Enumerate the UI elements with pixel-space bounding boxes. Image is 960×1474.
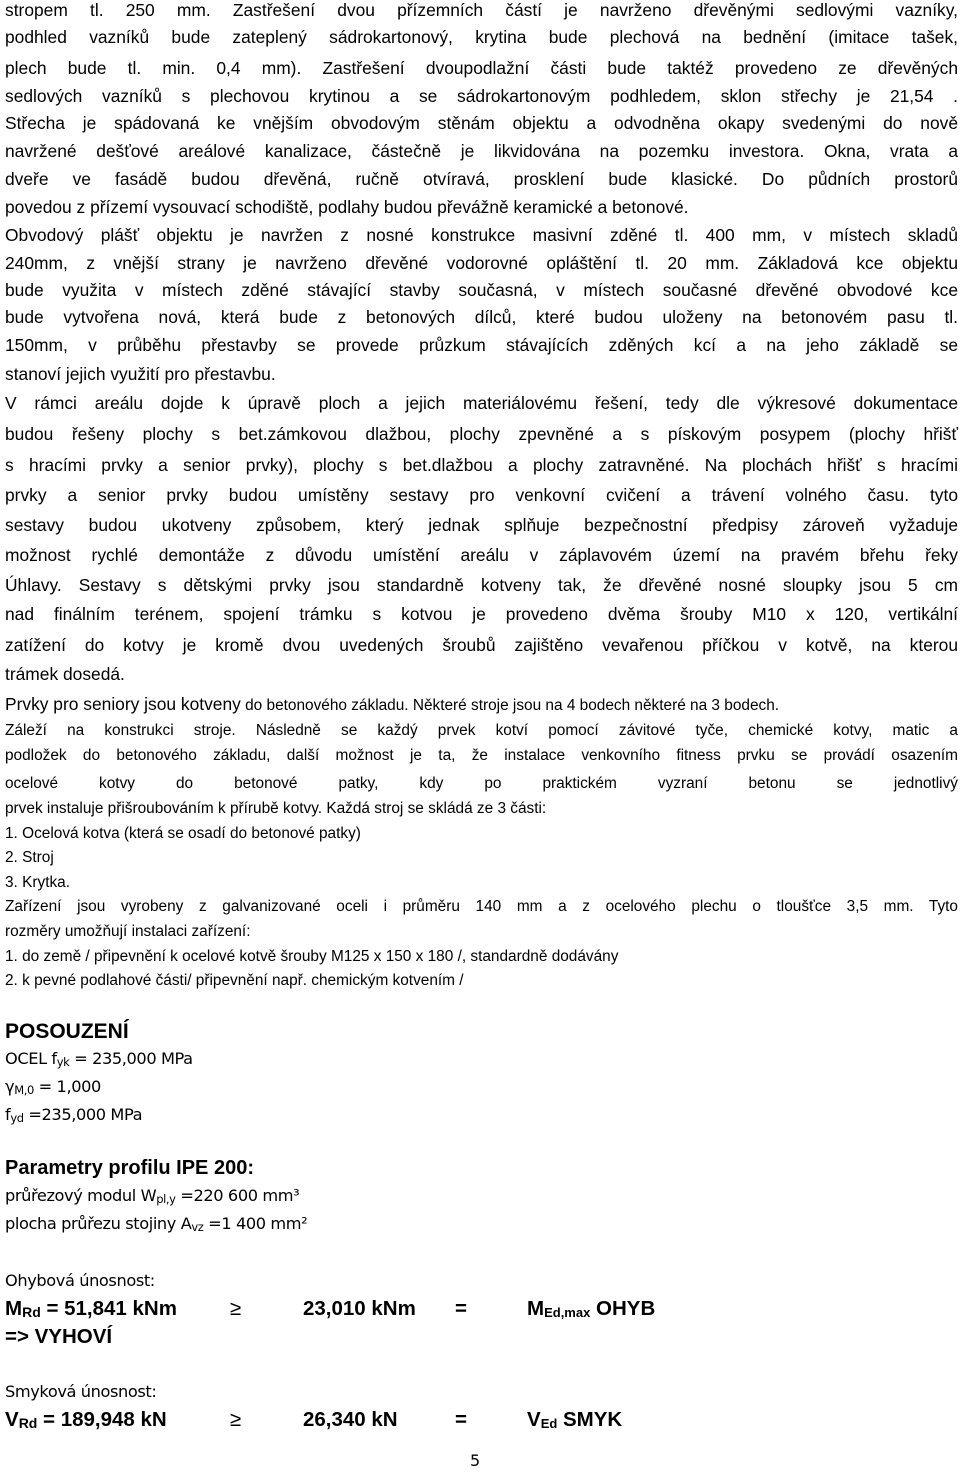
body-line: podhled vazníků bude zateplený sádrokartonový, krytina bude plechová na bednění (imitace tašek, bbox=[5, 27, 958, 47]
body-line: V rámci areálu dojde k úpravě ploch a jejich materiálovému řešení, tedy dle výkresové dokumentace bbox=[5, 393, 958, 413]
ocel-label: OCEL f bbox=[5, 1049, 57, 1068]
fyd-sub: yd bbox=[10, 1111, 24, 1125]
prvky-lead: Prvky pro seniory jsou kotveny bbox=[5, 694, 241, 714]
body-line: Obvodový plášť objektu je navržen z nosné konstrukce masivní zděné tl. 400 mm, v místech skladů bbox=[5, 225, 958, 245]
body-line: nad finálním terénem, spojení trámku s kotvou je provedeno dvěma šrouby M10 x 120, vertikální bbox=[5, 604, 958, 624]
body-line: s hracími prvky a senior prvky), plochy s bet.dlažbou a plochy zatravněné. Na plochách hřišť s hracími bbox=[5, 455, 958, 475]
small-line: Zařízení jsou vyrobeny z galvanizované oceli i průměru 140 mm a z ocelového plechu o tloušťce 3,5 mm. Tyto bbox=[5, 898, 958, 915]
small-line: Záleží na konstrukci stroje. Následně se každý prvek kotví pomocí závitové tyče, chemické kotvy, matic a bbox=[5, 722, 958, 739]
body-line: navržené dešťové areálové kanalizace, částečně je likvidována na pozemku investora. Okna, vrata a bbox=[5, 141, 958, 161]
smyk-eq: = bbox=[455, 1408, 467, 1431]
smyk-res-sub: Ed bbox=[540, 1416, 558, 1431]
prvky-line bbox=[5, 693, 958, 717]
small-line: podložek do betonového základu, další možnost je ta, že instalace venkovního fitness prvku se provádí osazením bbox=[5, 747, 958, 764]
small-line: prvek instaluje přišroubováním k přírubě kotvy. Každá stroj se skládá ze 3 části: bbox=[5, 800, 547, 817]
body-line: sestavy budou ukotveny způsobem, který jednak splňuje bezpečnostní předpisy zároveň vyžaduje bbox=[5, 515, 958, 535]
plocha-line bbox=[5, 1214, 307, 1234]
body-line: stanoví jejich využití pro přestavbu. bbox=[5, 364, 276, 384]
ohyb-res-sub: Ed,max bbox=[544, 1305, 591, 1320]
body-line: trámek dosedá. bbox=[5, 664, 125, 684]
body-line: zatížení do kotvy je kromě dvou uvedených šroubů zajištěno vevařenou příčkou v kotvě, na kterou bbox=[5, 635, 958, 655]
smyk-result bbox=[527, 1408, 622, 1432]
small-line: 2. k pevné podlahové části/ připevnění např. chemickým kotvením / bbox=[5, 972, 464, 989]
body-line: Úhlavy. Sestavy s dětskými prvky jsou standardně kotveny tak, že dřevěné nosné sloupky jsou 5 cm bbox=[5, 575, 958, 595]
body-line: možnost rychlé demontáže z důvodu umístění areálu v záplavovém území na pravém břehu řeky bbox=[5, 545, 958, 565]
body-line: Střecha je spádovaná ke vnějším obvodovým stěnám objektu a odvodněna okapy svedenými do nově bbox=[5, 113, 958, 133]
small-line: ocelové kotvy do betonové patky, kdy po praktickém vyzraní betonu se jednotlivý bbox=[5, 775, 958, 792]
smyk-rhs: 26,340 kN bbox=[303, 1408, 398, 1431]
small-line: 1. Ocelová kotva (která se osadí do betonové patky) bbox=[5, 825, 361, 842]
gamma-value: = 1,000 bbox=[33, 1077, 101, 1096]
page-number: 5 bbox=[470, 1451, 481, 1470]
ohyb-lhs bbox=[5, 1297, 177, 1321]
ohyb-result bbox=[527, 1297, 655, 1321]
prvky-rest: do betonového základu. Některé stroje jsou na 4 bodech některé na 3 bodech. bbox=[240, 697, 780, 714]
modul-label: průřezový modul W bbox=[5, 1186, 157, 1205]
small-line: 1. do země / připevnění k ocelové kotvě šrouby M125 x 150 x 180 /, standardně dodávány bbox=[5, 948, 619, 965]
body-line: plech bude tl. min. 0,4 mm). Zastřešení dvoupodlažní části bude taktéž provedeno ze dřevěných bbox=[5, 58, 958, 78]
plocha-sub: vz bbox=[191, 1220, 204, 1234]
body-line: prvky a senior prvky budou umístěny sestavy pro venkovní cvičení a trávení volného času. tyto bbox=[5, 485, 958, 505]
ohyb-geq: ≥ bbox=[230, 1297, 242, 1320]
smyk-res-symbol: V bbox=[527, 1408, 541, 1431]
smyk-geq: ≥ bbox=[230, 1408, 242, 1431]
ocel-line bbox=[5, 1049, 193, 1069]
ohyb-lhs-value: = 51,841 kNm bbox=[40, 1297, 177, 1320]
body-line: budou řešeny plochy s bet.zámkovou dlažbou, plochy zpevněné a s pískovým posypem (plochy hřišť bbox=[5, 424, 958, 444]
modul-value: =220 600 mm³ bbox=[175, 1186, 300, 1205]
ohyb-rhs: 23,010 kNm bbox=[303, 1297, 416, 1320]
modul-line bbox=[5, 1186, 299, 1206]
smyk-res-label: SMYK bbox=[557, 1408, 623, 1431]
ohyb-label: Ohybová únosnost: bbox=[5, 1271, 155, 1290]
ocel-sub: yk bbox=[56, 1055, 70, 1069]
ohyb-verdict: => VYHOVÍ bbox=[5, 1325, 113, 1348]
body-line: povedou z přízemí vysouvací schodiště, podlahy budou převážně keramické a betonové. bbox=[5, 197, 689, 217]
smyk-lhs-value: = 189,948 kN bbox=[37, 1408, 167, 1431]
gamma-label: γ bbox=[5, 1077, 15, 1096]
smyk-label: Smyková únosnost: bbox=[5, 1382, 157, 1401]
ohyb-eq: = bbox=[455, 1297, 467, 1320]
plocha-value: =1 400 mm² bbox=[203, 1214, 308, 1233]
body-line: stropem tl. 250 mm. Zastřešení dvou přízemních částí je navrženo dřevěnými sedlovými vazníky, bbox=[5, 0, 958, 20]
ohyb-lhs-symbol: M bbox=[5, 1297, 23, 1320]
body-line: bude využita v místech zděné stávající stavby současná, v místech současné dřevěné obvodové kce bbox=[5, 280, 958, 300]
body-line: 240mm, z vnější strany je navrženo dřevěné vodorovné opláštění tl. 20 mm. Základová kce objektu bbox=[5, 253, 958, 273]
plocha-label: plocha průřezu stojiny A bbox=[5, 1214, 192, 1233]
modul-sub: pl,y bbox=[156, 1192, 176, 1206]
body-line: sedlových vazníků s plechovou krytinou a se sádrokartonovým podhledem, sklon střechy je 21,54 . bbox=[5, 86, 958, 106]
body-line: 150mm, v průběhu přestavby se provede průzkum stávajících zděných kcí a na jeho základě se bbox=[5, 335, 958, 355]
fyd-label: f bbox=[5, 1105, 11, 1124]
gamma-line bbox=[5, 1077, 101, 1097]
body-line: bude vytvořena nová, která bude z betonových dílců, které budou uloženy na betonovém pasu tl. bbox=[5, 307, 958, 327]
smyk-lhs-symbol: V bbox=[5, 1408, 19, 1431]
profil-heading: Parametry profilu IPE 200: bbox=[5, 1157, 254, 1179]
small-line: 2. Stroj bbox=[5, 849, 54, 866]
gamma-sub: M,0 bbox=[14, 1083, 34, 1097]
posouzeni-heading: POSOUZENÍ bbox=[5, 1020, 129, 1043]
fyd-line bbox=[5, 1105, 142, 1125]
smyk-lhs bbox=[5, 1408, 167, 1432]
ohyb-res-label: OHYB bbox=[590, 1297, 656, 1320]
ocel-value: = 235,000 MPa bbox=[69, 1049, 193, 1068]
small-line: rozměry umožňují instalaci zařízení: bbox=[5, 923, 251, 940]
body-line: dveře ve fasádě budou dřevěná, ručně otvíravá, prosklení bude klasické. Do půdních prostorů bbox=[5, 169, 958, 189]
small-line: 3. Krytka. bbox=[5, 874, 71, 891]
smyk-lhs-sub: Rd bbox=[18, 1415, 38, 1431]
ohyb-res-symbol: M bbox=[527, 1297, 545, 1320]
fyd-value: =235,000 MPa bbox=[23, 1105, 143, 1124]
ohyb-lhs-sub: Rd bbox=[22, 1304, 41, 1320]
